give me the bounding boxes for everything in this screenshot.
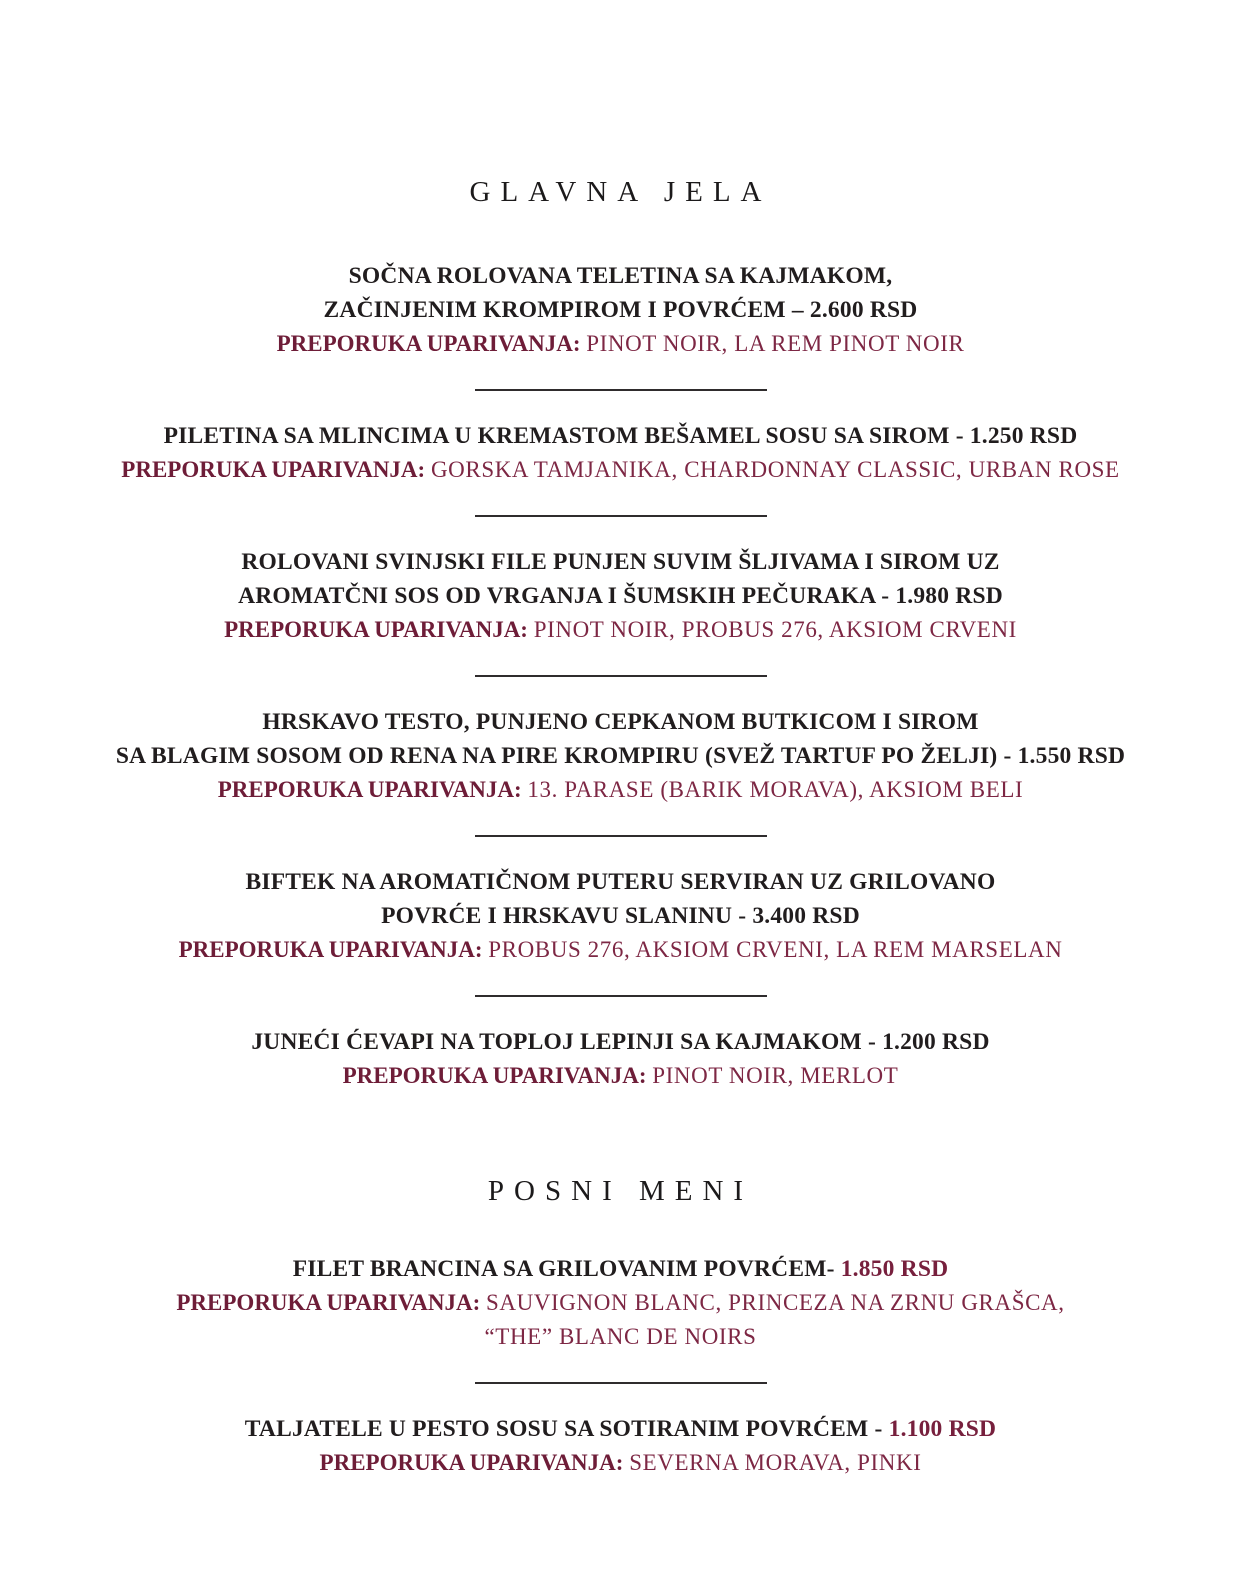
wine-pairing	[0, 1446, 1241, 1480]
pairing-label: PREPORUKA UPARIVANJA:	[176, 1290, 481, 1315]
pairing-wines: PROBUS 276, AKSIOM CRVENI, LA REM MARSELAN	[488, 937, 1063, 962]
dish-price: 1.850 RSD	[840, 1256, 949, 1282]
pairing-wines: 13. PARASE (BARIK MORAVA), AKSIOM BELI	[527, 777, 1024, 802]
dish-name-line: AROMATČNI SOS OD VRGANJA I ŠUMSKIH PEČURAKA - 1.980 RSD	[238, 583, 1003, 609]
dish-name-line	[0, 1412, 1241, 1446]
item-divider	[475, 675, 767, 677]
wine-pairing	[0, 773, 1241, 807]
item-divider	[475, 835, 767, 837]
dish-name-line: JUNEĆI ĆEVAPI NA TOPLOJ LEPINJI SA KAJMAKOM - 1.200 RSD	[251, 1029, 990, 1055]
pairing-wines: PINOT NOIR, PROBUS 276, AKSIOM CRVENI	[533, 617, 1017, 642]
pairing-label: PREPORUKA UPARIVANJA:	[224, 617, 528, 642]
item-divider	[475, 515, 767, 517]
pairing-label: PREPORUKA UPARIVANJA:	[121, 457, 426, 482]
wine-pairing	[0, 453, 1241, 487]
section-title-posni-meni: POSNI MENI	[487, 1175, 754, 1207]
section-title-glavna-jela: GLAVNA JELA	[469, 176, 772, 208]
wine-pairing	[0, 1059, 1241, 1093]
dish-price: 1.100 RSD	[888, 1416, 997, 1442]
wine-pairing	[0, 1286, 1241, 1354]
menu-item-taljatele	[0, 1412, 1241, 1480]
menu-item-hrskavo-testo	[0, 705, 1241, 807]
pairing-label: PREPORUKA UPARIVANJA:	[178, 937, 483, 962]
dish-name-line: HRSKAVO TESTO, PUNJENO CEPKANOM BUTKICOM I SIROM	[262, 709, 979, 735]
pairing-wines: “THE” BLANC DE NOIRS	[484, 1324, 757, 1349]
item-divider	[475, 995, 767, 997]
dish-name-line: ZAČINJENIM KROMPIROM I POVRĆEM – 2.600 RSD	[323, 297, 918, 323]
dish-name-line: POVRĆE I HRSKAVU SLANINU - 3.400 RSD	[381, 903, 860, 929]
dish-name: FILET BRANCINA SA GRILOVANIM POVRĆEM-	[292, 1256, 835, 1282]
dish-name-line: PILETINA SA MLINCIMA U KREMASTOM BEŠAMEL SOSU SA SIROM - 1.250 RSD	[163, 423, 1078, 449]
dish-name-line: SOČNA ROLOVANA TELETINA SA KAJMAKOM,	[348, 263, 893, 289]
menu-item-piletina	[0, 419, 1241, 487]
wine-pairing	[0, 327, 1241, 361]
pairing-label: PREPORUKA UPARIVANJA:	[319, 1450, 624, 1475]
pairing-wines: SAUVIGNON BLANC, PRINCEZA NA ZRNU GRAŠCA,	[486, 1290, 1065, 1315]
pairing-label: PREPORUKA UPARIVANJA:	[276, 331, 581, 356]
menu-item-svinjski-file	[0, 545, 1241, 647]
pairing-label: PREPORUKA UPARIVANJA:	[342, 1063, 647, 1088]
item-divider	[475, 1382, 767, 1384]
dish-name: TALJATELE U PESTO SOSU SA SOTIRANIM POVRĆEM -	[244, 1416, 883, 1442]
pairing-label: PREPORUKA UPARIVANJA:	[217, 777, 522, 802]
item-divider	[475, 389, 767, 391]
menu-item-cevapi	[0, 1025, 1241, 1093]
pairing-wines: GORSKA TAMJANIKA, CHARDONNAY CLASSIC, URBAN ROSE	[430, 457, 1120, 482]
wine-pairing	[0, 613, 1241, 647]
pairing-wines: PINOT NOIR, LA REM PINOT NOIR	[586, 331, 965, 356]
menu-item-brancin	[0, 1252, 1241, 1354]
dish-name-line: SA BLAGIM SOSOM OD RENA NA PIRE KROMPIRU (SVEŽ TARTUF PO ŽELJI) - 1.550 RSD	[115, 743, 1126, 769]
pairing-wines: PINOT NOIR, MERLOT	[652, 1063, 899, 1088]
wine-pairing	[0, 933, 1241, 967]
dish-name-line: BIFTEK NA AROMATIČNOM PUTERU SERVIRAN UZ GRILOVANO	[245, 869, 996, 895]
menu-item-teletina	[0, 259, 1241, 361]
dish-name-line	[0, 1252, 1241, 1286]
menu-item-biftek	[0, 865, 1241, 967]
pairing-wines: SEVERNA MORAVA, PINKI	[629, 1450, 922, 1475]
dish-name-line: ROLOVANI SVINJSKI FILE PUNJEN SUVIM ŠLJIVAMA I SIROM UZ	[241, 549, 1000, 575]
